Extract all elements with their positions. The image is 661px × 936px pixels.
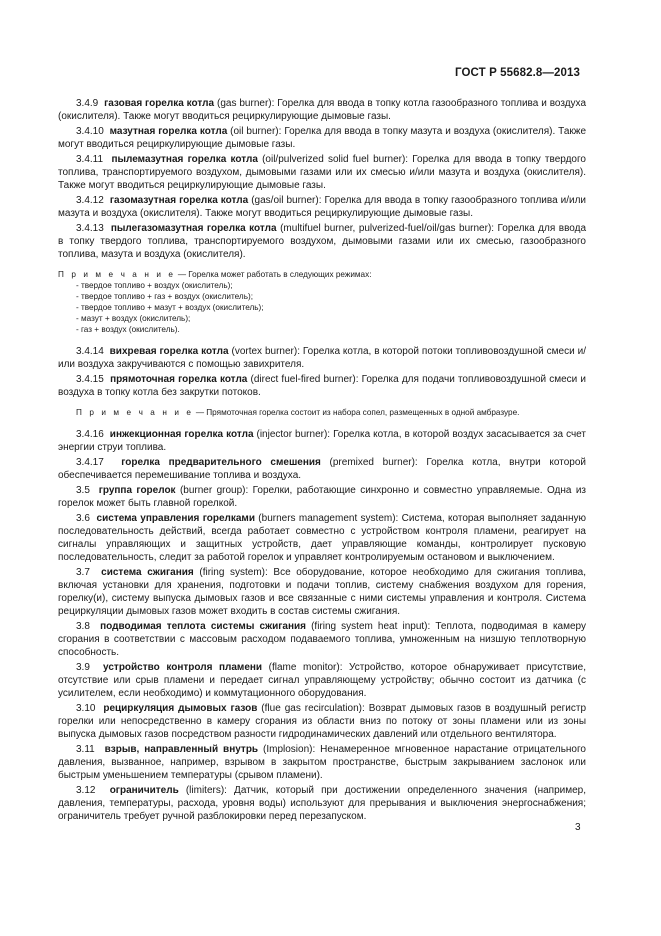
definition-entry (58, 702, 586, 741)
entry-term: газомазутная горелка котла (109, 195, 249, 206)
entry-body: (gas/oil burner): Горелка для ввода в топку газообразного топлива и/или мазута и воздуха (окислителя). Также могут вводиться рециркулирующие дымовые газы. (58, 195, 587, 219)
note-line (58, 269, 586, 280)
note-label: П р и м е ч а н и е (76, 408, 194, 417)
definition-entry (58, 153, 586, 192)
definitions-group-2 (58, 345, 586, 399)
definition-entry (58, 512, 586, 564)
note-list (58, 280, 586, 335)
entry-term: группа горелок (98, 485, 176, 496)
entry-body: (gas burner): Горелка для ввода в топку котла газообразного топлива и воздуха (окислителя). Также могут вводиться рециркулирующие дымовые газы. (58, 98, 587, 122)
entry-number: 3.8 (76, 621, 90, 632)
entry-body: (burner group): Горелки, работающие синхронно и совместно управляемые. Одна из горелок может быть главной горелкой. (58, 485, 587, 509)
entry-number: 3.5 (76, 485, 90, 496)
entry-term: газовая горелка котла (104, 98, 215, 109)
entry-term: взрыв, направленный внутрь (104, 744, 259, 755)
definition-entry (58, 428, 586, 454)
entry-number: 3.4.10 (76, 126, 104, 137)
entry-body: (oil/pulverized solid fuel burner): Горелка для ввода в топку твердого топлива, транспортируемого воздухом, дымовыми газами или их смесью и/или мазута и воздуха (окислителя). Также могут вводиться рециркулирующие дымовые газы. (58, 154, 586, 191)
entry-term: система управления горелками (96, 513, 255, 524)
entry-term: подводимая теплота системы сжигания (100, 621, 306, 632)
entry-number: 3.4.12 (76, 195, 104, 206)
definition-entry (58, 97, 586, 123)
note-list-item: - газ + воздух (окислитель). (76, 325, 180, 334)
definition-entry (58, 743, 586, 782)
note-list-item: - твердое топливо + воздух (окислитель); (76, 281, 233, 290)
entry-body: (injector burner): Горелка котла, в которой воздух засасывается за счет энергии струи топлива. (58, 429, 586, 453)
entry-term: горелка предварительного смешения (121, 457, 321, 468)
definition-entry (58, 784, 586, 823)
entry-body: (firing system heat input): Теплота, подводимая в камеру сгорания в соответствии с массовым расходом подаваемого топлива, умноженным на низшую теплотворную способность. (58, 621, 586, 658)
entry-number: 3.4.16 (76, 429, 104, 440)
note-label: П р и м е ч а н и е (58, 270, 176, 279)
definition-entry (58, 222, 586, 261)
definition-entry (58, 620, 586, 659)
standard-header: ГОСТ Р 55682.8—2013 (455, 67, 580, 79)
entry-number: 3.10 (76, 703, 96, 714)
definition-entry (58, 566, 586, 618)
entry-number: 3.4.9 (76, 98, 99, 109)
entry-term: рециркуляция дымовых газов (103, 703, 258, 714)
entry-number: 3.4.15 (76, 374, 104, 385)
entry-term: ограничитель (109, 785, 179, 796)
entry-body: (limiters): Датчик, который при достижении определенного значения (например, давления, температуры, расхода, уровня воды) используют для прерывания и выключения энергоснабжения; ограничитель требует ручной разблокировки перед перезапуском. (58, 785, 587, 822)
definition-entry (58, 345, 586, 371)
note-text: — Прямоточная горелка состоит из набора сопел, размещенных в одной амбразуре. (193, 408, 520, 417)
definition-entry (58, 373, 586, 399)
definitions-group-1 (58, 97, 586, 261)
entry-body: (multifuel burner, pulverized-fuel/oil/gas burner): Горелка для ввода в топку твердого топлива, транспортируемого воздухом, дымовыми газами или их смесью, газообразного топлива, мазута и воздуха (окислителя). (58, 223, 587, 260)
entry-term: вихревая горелка котла (109, 346, 229, 357)
entry-number: 3.4.17 (76, 457, 104, 468)
entry-number: 3.4.13 (76, 223, 104, 234)
entry-number: 3.11 (76, 744, 95, 755)
definition-entry (58, 661, 586, 700)
note-modes (58, 269, 586, 335)
note-direct-burner (58, 407, 586, 418)
page-number: 3 (575, 822, 581, 833)
note-list-item: - мазут + воздух (окислитель); (76, 314, 191, 323)
entry-body: (vortex burner): Горелка котла, в которой потоки топливовоздушной смеси и/или воздуха закручиваются с помощью завихрителя. (58, 346, 586, 370)
definition-entry (58, 194, 586, 220)
entry-number: 3.12 (76, 785, 96, 796)
entry-number: 3.9 (76, 662, 90, 673)
entry-body: (firing system): Все оборудование, которое необходимо для сжигания топлива, включая установки для хранения, подготовки и подачи топлив, систему снабжения воздухом для горения, горелку(и), систему выпуска дымовых газов и все связанные с ними системы управления и контроля. Система рециркуляции дымовых газов может входить в состав системы сжигания. (58, 567, 586, 617)
document-body (58, 97, 586, 825)
entry-term: устройство контроля пламени (103, 662, 263, 673)
note-list-item: - твердое топливо + газ + воздух (окислитель); (76, 292, 253, 301)
entry-term: пылегазомазутная горелка котла (110, 223, 277, 234)
entry-term: прямоточная горелка котла (110, 374, 248, 385)
note-line (58, 407, 586, 418)
definition-entry (58, 484, 586, 510)
entry-body: (direct fuel-fired burner): Горелка для подачи топливовоздушной смеси и воздуха в топку котла без закрутки потоков. (58, 374, 586, 398)
entry-term: инжекционная горелка котла (109, 429, 254, 440)
entry-term: мазутная горелка котла (109, 126, 228, 137)
entry-body: (burners management system): Система, которая выполняет заданную последовательность действий, всегда работает совместно с устройством контроля пламени, реагирует на сигналы управляющих и защитных устройств, дает управляющие команды, контролирует пусковую последовательность, следит за работой горелок и управляет контролируемым остановом и выключением. (58, 513, 586, 563)
entry-body: (flue gas recirculation): Возврат дымовых газов в воздушный регистр горелки или непосредственно в камеру сгорания из области вниз по потоку от зоны пламени или из зоны выпуска дымовых газов посредством разности гидродинамических давлений или отдельного вентилятора. (58, 703, 587, 740)
entry-term: пылемазутная горелка котла (111, 154, 258, 165)
note-list-item: - твердое топливо + мазут + воздух (окислитель); (76, 303, 264, 312)
note-text: — Горелка может работать в следующих режимах: (175, 270, 372, 279)
entry-body: (oil burner): Горелка для ввода в топку мазута и воздуха (окислителя). Также могут вводиться рециркулирующие дымовые газы. (58, 126, 586, 150)
definitions-group-3 (58, 428, 586, 823)
definition-entry (58, 456, 586, 482)
entry-number: 3.6 (76, 513, 90, 524)
entry-body: (Implosion): Ненамеренное мгновенное нарастание отрицательного давления, вызванное, например, взрывом в закрытом пространстве, быстрым закрыванием заслонок или быстрым уменьшением температуры (срывом пламени). (58, 744, 586, 781)
entry-number: 3.4.11 (76, 154, 104, 165)
definition-entry (58, 125, 586, 151)
entry-body: (flame monitor): Устройство, которое обнаруживает присутствие, отсутствие или срыв пламени и передает сигнал управляющему устройству; обычно состоит из датчика (с усилителем, если необходимо) и коммутационного оборудования. (58, 662, 587, 699)
entry-number: 3.4.14 (76, 346, 104, 357)
entry-term: система сжигания (101, 567, 194, 578)
entry-body: (premixed burner): Горелка котла, внутри которой обеспечивается перемешивание топлива и воздуха. (58, 457, 586, 481)
entry-number: 3.7 (76, 567, 90, 578)
